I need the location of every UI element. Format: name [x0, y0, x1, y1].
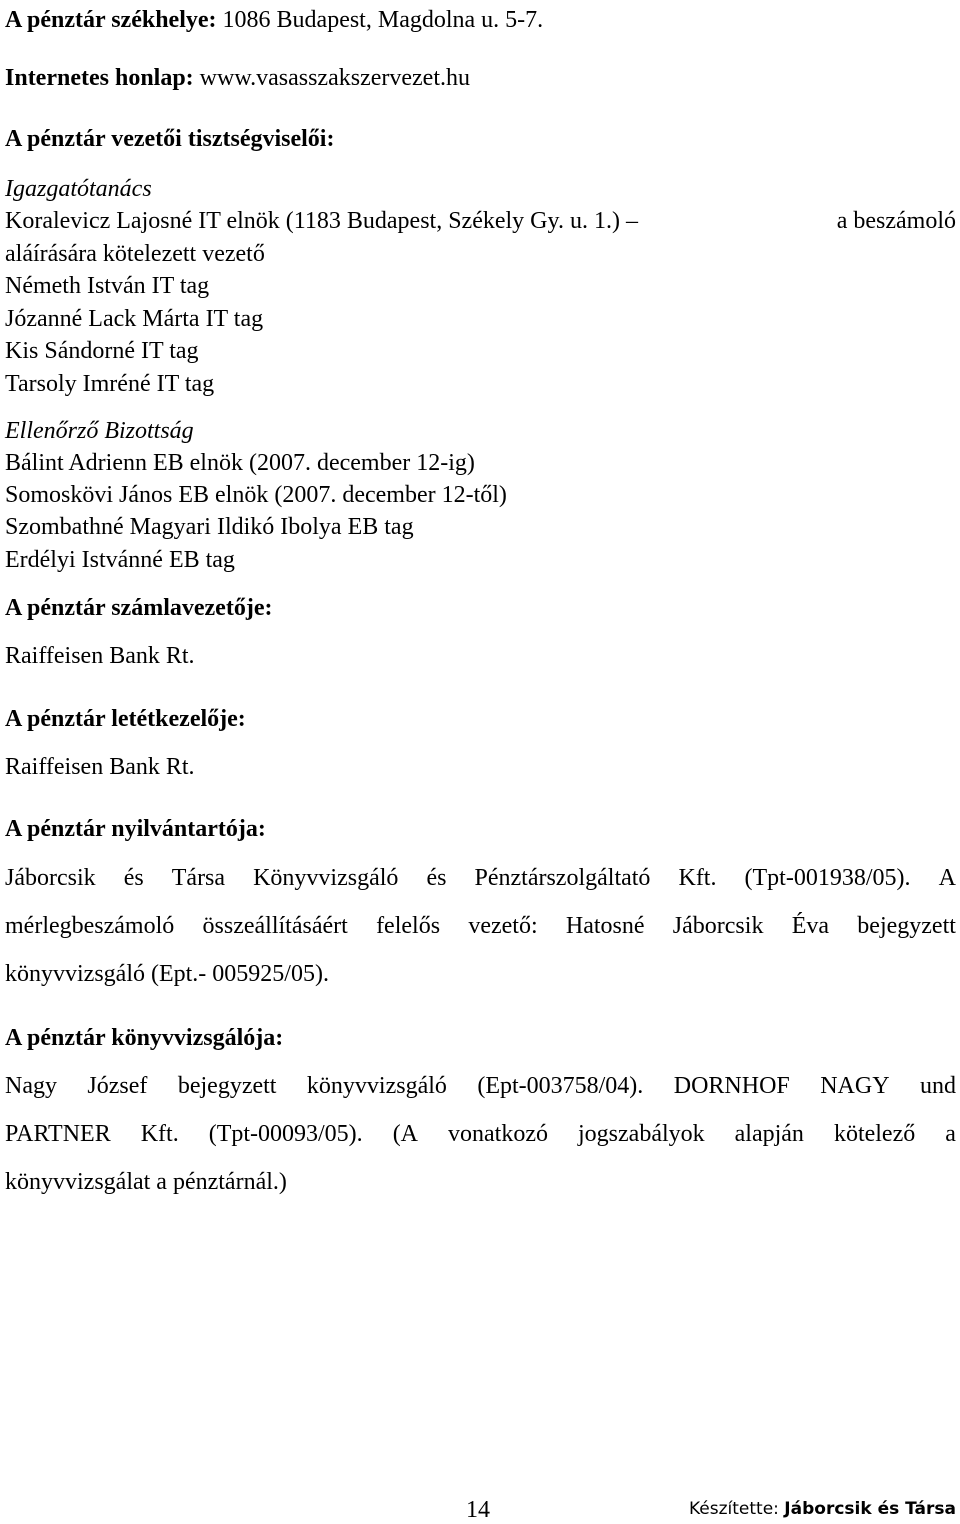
registrar-word: Jáborcsik — [5, 865, 96, 891]
custodian-value: Raiffeisen Bank Rt. — [5, 754, 195, 780]
supervisory-member: Bálint Adrienn EB elnök (2007. december 12-ig) — [5, 450, 475, 476]
registrar-heading: A pénztár nyilvántartója: — [5, 816, 266, 842]
supervisory-member: Somoskövi János EB elnök (2007. december 12-től) — [5, 482, 507, 508]
registrar-word: felelős — [376, 913, 441, 939]
auditor-word: (Ept-003758/04). — [477, 1073, 644, 1099]
auditor-word: Kft. — [140, 1121, 179, 1147]
registrar-line-1 — [5, 864, 956, 892]
auditor-word: bejegyzett — [177, 1073, 277, 1099]
auditor-word: und — [919, 1073, 956, 1099]
auditor-word: (A — [392, 1121, 419, 1147]
seat-line — [5, 6, 543, 34]
auditor-word: a — [945, 1121, 956, 1147]
seat-label: A pénztár székhelye: — [5, 7, 217, 33]
account-manager-heading: A pénztár számlavezetője: — [5, 595, 273, 621]
auditor-word: alapján — [734, 1121, 804, 1147]
website-line — [5, 64, 470, 92]
supervisory-member: Erdélyi Istvánné EB tag — [5, 547, 235, 573]
registrar-word: Társa — [171, 865, 226, 891]
registrar-word: Jáborcsik — [672, 913, 764, 939]
auditor-word: kötelező — [833, 1121, 916, 1147]
board-chair-line — [5, 207, 956, 235]
registrar-word: összeállításáért — [202, 913, 348, 939]
website-value: www.vasasszakszervezet.hu — [193, 65, 470, 91]
registrar-word: vezető: — [468, 913, 538, 939]
board-member: Kis Sándorné IT tag — [5, 338, 199, 364]
board-title: Igazgatótanács — [5, 176, 152, 202]
board-member: Józanné Lack Márta IT tag — [5, 306, 264, 332]
registrar-word: Pénztárszolgáltató — [474, 865, 651, 891]
footer-author-label: Készítette: — [688, 1499, 785, 1519]
page-number: 14 — [466, 1497, 490, 1523]
auditor-word: jogszabályok — [578, 1121, 705, 1147]
account-manager-value: Raiffeisen Bank Rt. — [5, 643, 195, 669]
registrar-word: bejegyzett — [857, 913, 956, 939]
auditor-word: Nagy — [5, 1073, 57, 1099]
registrar-line-3: könyvvizsgáló (Ept.- 005925/05). — [5, 961, 329, 987]
auditor-heading: A pénztár könyvvizsgálója: — [5, 1025, 284, 1051]
registrar-word: (Tpt-001938/05). — [744, 865, 911, 891]
auditor-line-1 — [5, 1072, 956, 1100]
board-chair-right: a beszámoló — [836, 208, 956, 234]
registrar-line-2 — [5, 912, 956, 940]
footer-author — [689, 1497, 956, 1521]
registrar-word: és — [426, 865, 447, 891]
board-member: Tarsoly Imréné IT tag — [5, 371, 215, 397]
officers-heading: A pénztár vezetői tisztségviselői: — [5, 126, 335, 152]
auditor-line-2 — [5, 1120, 956, 1148]
registrar-word: A — [938, 865, 956, 891]
website-label: Internetes honlap: — [5, 65, 194, 91]
board-chair-line-2: aláírására kötelezett vezető — [5, 241, 265, 267]
board-chair-left: Koralevicz Lajosné IT elnök (1183 Budapest, Székely Gy. u. 1.) – — [5, 208, 638, 234]
custodian-heading: A pénztár letétkezelője: — [5, 706, 246, 732]
registrar-word: és — [123, 865, 144, 891]
auditor-word: vonatkozó — [448, 1121, 548, 1147]
board-member: Németh István IT tag — [5, 273, 210, 299]
auditor-word: József — [87, 1073, 148, 1099]
registrar-word: mérlegbeszámoló — [5, 913, 175, 939]
auditor-word: könyvvizsgáló — [306, 1073, 447, 1099]
supervisory-member: Szombathné Magyari Ildikó Ibolya EB tag — [5, 514, 414, 540]
seat-value: 1086 Budapest, Magdolna u. 5-7. — [216, 7, 544, 33]
registrar-word: Hatosné — [565, 913, 645, 939]
auditor-word: DORNHOF — [673, 1073, 790, 1099]
registrar-word: Éva — [791, 913, 830, 939]
footer-author-name: Jáborcsik és Társa — [784, 1499, 956, 1519]
registrar-word: Könyvvizsgáló — [253, 865, 399, 891]
registrar-word: Kft. — [678, 865, 717, 891]
supervisory-title: Ellenőrző Bizottság — [5, 418, 194, 444]
auditor-word: (Tpt-00093/05). — [208, 1121, 363, 1147]
auditor-word: PARTNER — [5, 1121, 111, 1147]
auditor-word: NAGY — [820, 1073, 890, 1099]
auditor-line-3: könyvvizsgálat a pénztárnál.) — [5, 1169, 287, 1195]
